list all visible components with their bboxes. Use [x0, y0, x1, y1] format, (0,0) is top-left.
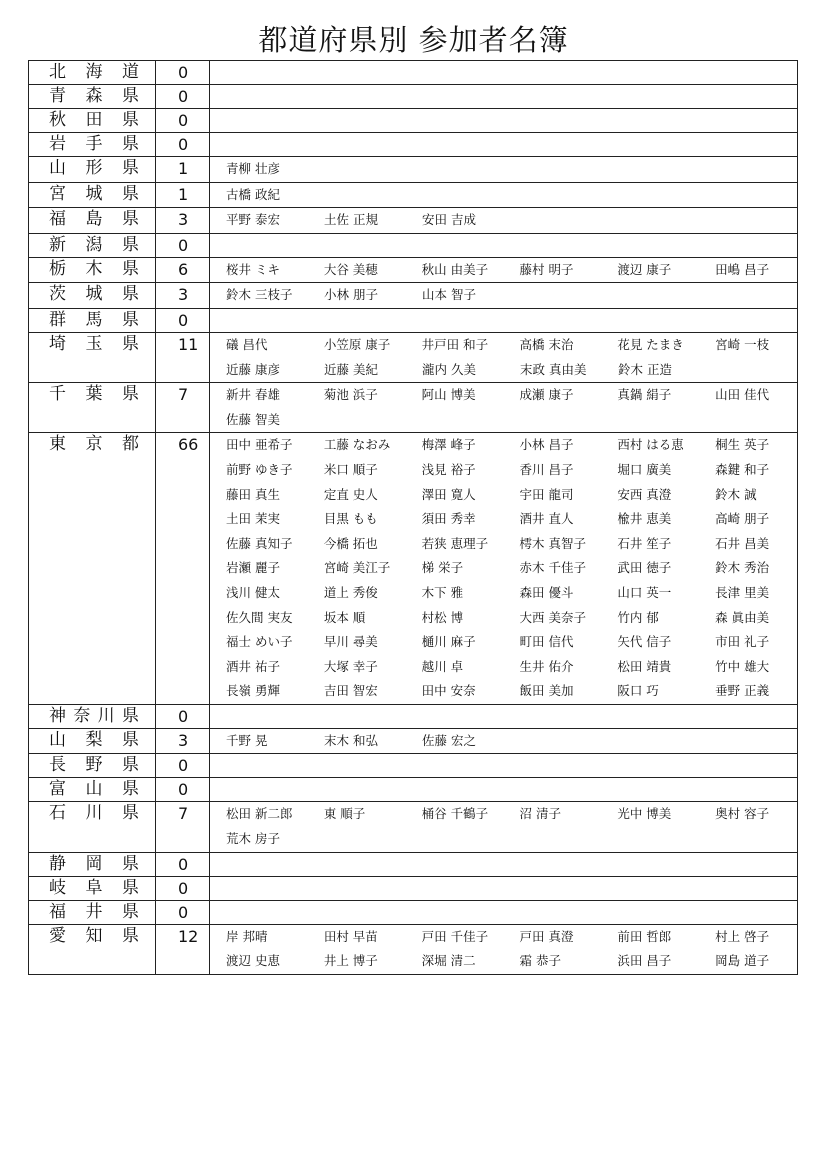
participant-name: 石井 昌美	[715, 535, 770, 551]
participant-count: 0	[156, 308, 210, 332]
participant-name: 福士 めい子	[226, 634, 293, 650]
participant-name: 深堀 清二	[421, 953, 476, 969]
participant-row	[210, 458, 797, 483]
participant-name: 霜 恭子	[519, 953, 561, 969]
prefecture-name: 山梨県	[49, 729, 139, 750]
prefecture-row	[29, 308, 798, 332]
prefecture-cell	[29, 802, 156, 852]
prefecture-row	[29, 802, 798, 852]
prefecture-cell	[29, 704, 156, 728]
participant-name: 平野 泰宏	[226, 212, 280, 228]
participant-name: 須田 秀幸	[421, 511, 476, 527]
participant-count: 7	[156, 383, 210, 433]
prefecture-cell	[29, 383, 156, 433]
participant-name: 石井 笙子	[617, 535, 672, 551]
prefecture-cell	[29, 778, 156, 802]
participant-name: 鈴木 三枝子	[226, 287, 293, 303]
participant-row	[210, 258, 797, 283]
prefecture-row	[29, 208, 798, 234]
participant-names-cell	[210, 257, 798, 283]
participant-name: 梅澤 峰子	[421, 437, 476, 453]
participant-name: 近藤 康彦	[226, 361, 280, 377]
participant-name: 鈴木 誠	[715, 486, 757, 502]
participant-row	[210, 433, 797, 458]
participant-name: 垂野 正義	[715, 683, 770, 699]
participant-name: 菊池 浜子	[323, 387, 378, 403]
participant-name: 田中 亜希子	[226, 437, 293, 453]
prefecture-name: 青森県	[49, 86, 139, 106]
participant-names-cell	[210, 852, 798, 876]
participant-name: 阪口 巧	[617, 683, 659, 699]
prefecture-cell	[29, 182, 156, 208]
participant-name: 土田 茉実	[226, 511, 280, 527]
participant-name: 赤木 千佳子	[519, 560, 586, 576]
participant-name: 村上 啓子	[715, 928, 770, 944]
participant-name: 森 眞由美	[715, 609, 770, 625]
participant-row	[210, 827, 797, 852]
participant-name: 生井 佑介	[519, 658, 574, 674]
prefecture-row	[29, 257, 798, 283]
participant-name: 定直 史人	[323, 486, 378, 502]
participant-name: 土佐 正規	[324, 212, 378, 228]
participant-names-cell	[210, 332, 798, 382]
prefecture-name: 石川県	[49, 803, 139, 824]
prefecture-name: 宮城県	[49, 183, 139, 204]
prefecture-name: 北海道	[49, 62, 139, 82]
participant-name: 西村 はる恵	[617, 437, 684, 453]
participant-name: 木下 雅	[421, 584, 464, 600]
participant-names-cell	[210, 85, 798, 109]
prefecture-cell	[29, 233, 156, 257]
participant-name: 藤田 真生	[226, 486, 280, 502]
participant-row	[210, 556, 797, 581]
participant-name: 渡辺 康子	[617, 261, 672, 277]
prefecture-name: 福井県	[49, 901, 139, 922]
prefecture-row	[29, 133, 798, 157]
participant-count: 3	[156, 728, 210, 754]
prefecture-name: 神奈川県	[49, 705, 139, 726]
participant-name: 藤村 明子	[519, 261, 574, 277]
participant-row	[210, 679, 797, 704]
prefecture-name: 埼玉県	[49, 333, 139, 354]
participant-names-cell	[210, 383, 798, 433]
prefecture-name: 長野県	[49, 755, 139, 776]
participant-row	[210, 408, 797, 433]
participant-name: 樗木 真智子	[519, 535, 586, 551]
participant-name: 武田 徳子	[617, 560, 672, 576]
participant-count: 0	[156, 876, 210, 900]
prefecture-cell	[29, 133, 156, 157]
participant-count: 0	[156, 754, 210, 778]
participant-name: 楡井 恵美	[617, 511, 672, 527]
participant-name: 沼 清子	[519, 806, 561, 822]
prefecture-row	[29, 704, 798, 728]
participant-name: 若狭 恵理子	[421, 535, 489, 551]
participant-name: 香川 昌子	[519, 461, 574, 477]
prefecture-cell	[29, 924, 156, 974]
prefecture-cell	[29, 109, 156, 133]
participant-name: 堀口 廣美	[617, 461, 672, 477]
participant-name: 安西 真澄	[617, 486, 672, 502]
prefecture-cell	[29, 85, 156, 109]
prefecture-name: 福島県	[49, 209, 139, 230]
participant-name: 荒木 房子	[226, 831, 280, 847]
participant-row	[210, 383, 797, 408]
prefecture-cell	[29, 157, 156, 183]
participant-name: 飯田 美加	[519, 683, 574, 699]
participant-name: 末政 真由美	[520, 361, 587, 377]
participant-row	[210, 729, 797, 754]
participant-name: 森鍵 和子	[715, 461, 770, 477]
prefecture-row	[29, 433, 798, 705]
participant-names-cell	[210, 802, 798, 852]
participant-name: 竹内 郁	[617, 609, 659, 625]
participant-name: 岡島 道子	[715, 953, 770, 969]
prefecture-row	[29, 85, 798, 109]
prefecture-name: 栃木県	[49, 258, 139, 279]
participant-row	[210, 283, 797, 308]
prefecture-name: 秋田県	[49, 110, 139, 130]
participant-count: 66	[156, 433, 210, 705]
participant-name: 浅川 健太	[226, 584, 280, 600]
participant-name: 花見 たまき	[617, 336, 684, 352]
prefecture-cell	[29, 852, 156, 876]
participant-name: 今橋 拓也	[323, 535, 378, 551]
participant-names-cell	[210, 61, 798, 85]
participant-name: 大西 美奈子	[519, 609, 586, 625]
participant-count: 0	[156, 704, 210, 728]
prefecture-row	[29, 182, 798, 208]
participant-name: 樋川 麻子	[421, 634, 476, 650]
participant-name: 井上 博子	[323, 953, 378, 969]
participant-count: 0	[156, 133, 210, 157]
participant-name: 市田 礼子	[715, 634, 770, 650]
participant-count: 0	[156, 109, 210, 133]
participant-names-cell	[210, 778, 798, 802]
participant-name: 澤田 寛人	[421, 486, 476, 502]
participant-row	[210, 949, 797, 974]
participant-names-cell	[210, 133, 798, 157]
prefecture-name: 愛知県	[49, 925, 139, 946]
prefecture-row	[29, 852, 798, 876]
participant-name: 渡辺 史恵	[226, 953, 280, 969]
participant-count: 0	[156, 233, 210, 257]
participant-name: 小林 昌子	[519, 437, 574, 453]
participant-name: 戸田 真澄	[519, 928, 574, 944]
participant-name: 村松 博	[421, 609, 464, 625]
participant-name: 長津 里美	[715, 584, 770, 600]
participant-name: 千野 晃	[226, 732, 268, 748]
participant-name: 桜井 ミキ	[226, 261, 280, 277]
participant-name: 岩瀬 麗子	[226, 560, 280, 576]
prefecture-row	[29, 109, 798, 133]
participant-names-cell	[210, 876, 798, 900]
participant-names-cell	[210, 208, 798, 234]
participant-roster-table	[28, 60, 798, 975]
participant-names-cell	[210, 182, 798, 208]
participant-row	[210, 358, 797, 383]
participant-name: 秋山 由美子	[421, 261, 489, 277]
participant-count: 3	[156, 283, 210, 309]
participant-name: 大谷 美穂	[323, 261, 378, 277]
participant-name: 宇田 龍司	[519, 486, 574, 502]
prefecture-cell	[29, 283, 156, 309]
participant-name: 松田 靖貴	[617, 658, 672, 674]
participant-names-cell	[210, 754, 798, 778]
prefecture-cell	[29, 208, 156, 234]
participant-name: 礒 昌代	[226, 336, 268, 352]
participant-name: 小笠原 康子	[323, 336, 391, 352]
prefecture-row	[29, 332, 798, 382]
participant-name: 目黒 もも	[323, 511, 378, 527]
participant-count: 3	[156, 208, 210, 234]
participant-names-cell	[210, 728, 798, 754]
participant-name: 岸 邦晴	[226, 928, 268, 944]
participant-name: 近藤 美紀	[324, 361, 378, 377]
participant-name: 安田 吉成	[422, 212, 476, 228]
participant-name: 瀧内 久美	[422, 361, 476, 377]
participant-name: 鈴木 秀治	[715, 560, 770, 576]
prefecture-row	[29, 728, 798, 754]
participant-name: 戸田 千佳子	[421, 928, 489, 944]
prefecture-name: 東京都	[49, 434, 139, 455]
participant-names-cell	[210, 433, 798, 705]
participant-name: 前野 ゆき子	[226, 461, 293, 477]
participant-name: 新井 春雄	[226, 387, 280, 403]
participant-names-cell	[210, 924, 798, 974]
page-title: 都道府県別 参加者名簿	[258, 23, 569, 57]
participant-name: 佐藤 真知子	[226, 535, 293, 551]
prefecture-cell	[29, 433, 156, 705]
participant-name: 宮崎 一枝	[715, 336, 770, 352]
prefecture-row	[29, 383, 798, 433]
participant-name: 成瀬 康子	[519, 387, 574, 403]
participant-name: 梯 栄子	[421, 560, 464, 576]
prefecture-row	[29, 924, 798, 974]
participant-name: 鈴木 正造	[618, 361, 672, 377]
participant-name: 佐藤 宏之	[422, 732, 476, 748]
prefecture-row	[29, 754, 798, 778]
participant-name: 浅見 裕子	[421, 461, 476, 477]
participant-count: 12	[156, 924, 210, 974]
participant-count: 6	[156, 257, 210, 283]
participant-name: 町田 信代	[519, 634, 574, 650]
prefecture-cell	[29, 61, 156, 85]
participant-name: 山本 智子	[422, 287, 476, 303]
prefecture-cell	[29, 728, 156, 754]
participant-name: 高崎 朋子	[715, 511, 770, 527]
prefecture-name: 富山県	[49, 779, 139, 800]
participant-name: 米口 順子	[323, 461, 378, 477]
participant-name: 浜田 昌子	[617, 953, 672, 969]
prefecture-row	[29, 876, 798, 900]
participant-count: 7	[156, 802, 210, 852]
prefecture-cell	[29, 332, 156, 382]
participant-name: 越川 卓	[421, 658, 464, 674]
participant-name: 佐久間 実友	[226, 609, 293, 625]
participant-name: 末木 和弘	[324, 732, 378, 748]
participant-row	[210, 606, 797, 631]
prefecture-name: 岩手県	[49, 134, 139, 154]
participant-count: 0	[156, 61, 210, 85]
participant-names-cell	[210, 157, 798, 183]
prefecture-row	[29, 778, 798, 802]
participant-name: 酒井 祐子	[226, 658, 280, 674]
participant-name: 早川 尋美	[323, 634, 378, 650]
participant-row	[210, 507, 797, 532]
participant-row	[210, 581, 797, 606]
participant-count: 0	[156, 852, 210, 876]
prefecture-cell	[29, 308, 156, 332]
prefecture-name: 静岡県	[49, 853, 139, 874]
participant-name: 酒井 直人	[519, 511, 574, 527]
participant-name: 矢代 信子	[617, 634, 672, 650]
prefecture-row	[29, 900, 798, 924]
participant-name: 古橋 政紀	[226, 186, 280, 202]
participant-count: 0	[156, 778, 210, 802]
participant-names-cell	[210, 233, 798, 257]
prefecture-name: 山形県	[49, 158, 139, 178]
prefecture-name: 千葉県	[49, 384, 139, 405]
participant-name: 東 順子	[323, 806, 366, 822]
participant-name: 阿山 博美	[421, 387, 476, 403]
prefecture-name: 岐阜県	[49, 877, 139, 898]
participant-row	[210, 630, 797, 655]
participant-count: 1	[156, 157, 210, 183]
prefecture-cell	[29, 900, 156, 924]
participant-count: 0	[156, 85, 210, 109]
participant-count: 0	[156, 900, 210, 924]
participant-name: 桶谷 千鶴子	[421, 806, 489, 822]
participant-name: 井戸田 和子	[421, 336, 489, 352]
participant-name: 真鍋 絹子	[617, 387, 672, 403]
participant-name: 山田 佳代	[715, 387, 770, 403]
participant-name: 吉田 智宏	[323, 683, 378, 699]
prefecture-cell	[29, 876, 156, 900]
participant-count: 1	[156, 182, 210, 208]
participant-names-cell	[210, 308, 798, 332]
participant-names-cell	[210, 704, 798, 728]
participant-name: 道上 秀俊	[323, 584, 378, 600]
prefecture-cell	[29, 754, 156, 778]
participant-row	[210, 183, 797, 208]
participant-name: 田中 安奈	[421, 683, 476, 699]
participant-row	[210, 208, 797, 233]
participant-name: 小林 朋子	[324, 287, 378, 303]
prefecture-row	[29, 61, 798, 85]
participant-name: 大塚 幸子	[323, 658, 378, 674]
prefecture-row	[29, 157, 798, 183]
participant-row	[210, 925, 797, 950]
participant-name: 坂本 順	[323, 609, 366, 625]
participant-name: 奥村 容子	[715, 806, 770, 822]
participant-name: 桐生 英子	[715, 437, 770, 453]
participant-name: 工藤 なおみ	[323, 437, 391, 453]
prefecture-name: 新潟県	[49, 234, 139, 255]
participant-count: 11	[156, 332, 210, 382]
participant-name: 竹中 雄大	[715, 658, 770, 674]
participant-name: 佐藤 智美	[226, 411, 280, 427]
participant-name: 宮崎 美江子	[323, 560, 391, 576]
participant-name: 森田 優斗	[519, 584, 574, 600]
prefecture-name: 群馬県	[49, 309, 139, 330]
participant-name: 田嶋 昌子	[715, 261, 770, 277]
participant-names-cell	[210, 283, 798, 309]
participant-row	[210, 802, 797, 827]
participant-row	[210, 655, 797, 680]
prefecture-row	[29, 233, 798, 257]
participant-name: 松田 新二郎	[226, 806, 293, 822]
participant-name: 高橋 末治	[519, 336, 574, 352]
participant-name: 山口 英一	[617, 584, 672, 600]
participant-name: 光中 博美	[617, 806, 672, 822]
participant-name: 長嶺 勇輝	[226, 683, 280, 699]
participant-row	[210, 483, 797, 508]
participant-name: 田村 早苗	[323, 928, 378, 944]
participant-row	[210, 333, 797, 358]
prefecture-name: 茨城県	[49, 284, 139, 305]
participant-row	[210, 157, 797, 182]
prefecture-row	[29, 283, 798, 309]
participant-names-cell	[210, 900, 798, 924]
participant-row	[210, 532, 797, 557]
participant-name: 青柳 壮彦	[226, 161, 280, 176]
participant-name: 前田 哲郎	[617, 928, 672, 944]
prefecture-cell	[29, 257, 156, 283]
participant-names-cell	[210, 109, 798, 133]
